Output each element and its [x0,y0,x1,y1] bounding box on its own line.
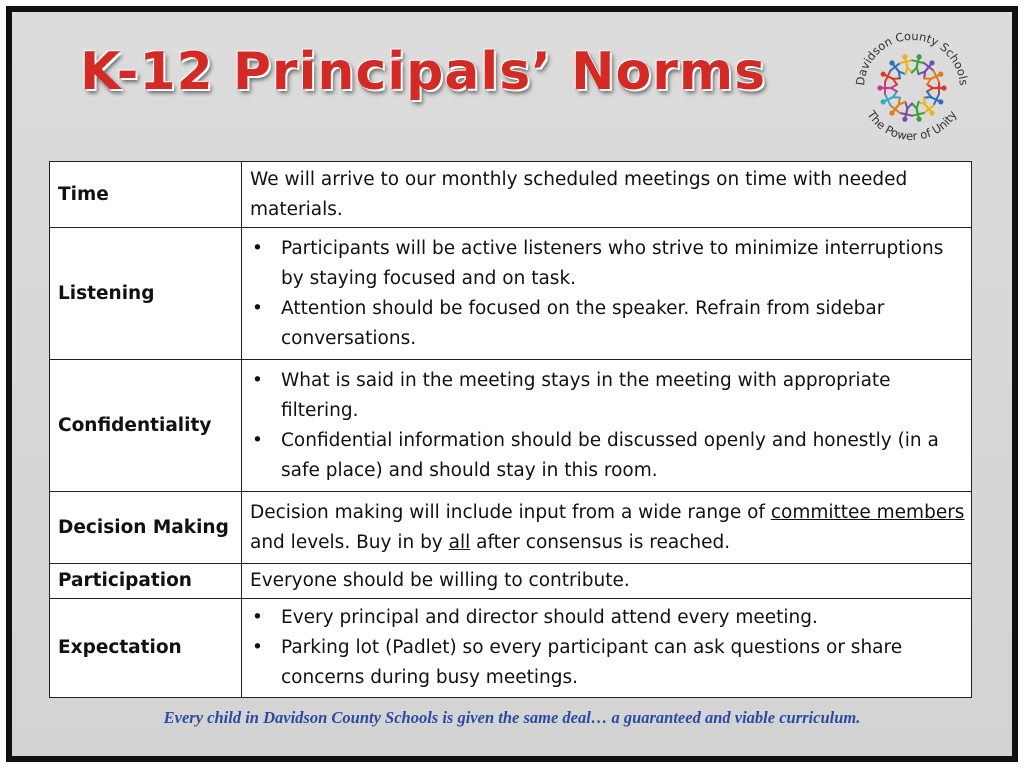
norm-label-participation: Participation [50,564,242,599]
norm-desc-confidentiality [242,360,972,492]
table-row [50,360,972,492]
norm-desc-expectation [242,599,972,698]
list-item: • Attention should be focused on the speaker. Refrain from sidebar conversations. [250,294,967,354]
unity-circle-of-people-icon [877,53,946,123]
slide-title: K-12 Principals’ Norms [80,42,767,102]
list-item: • What is said in the meeting stays in the meeting with appropriate filtering. [250,366,967,426]
norm-desc-listening [242,228,972,360]
logo-top-text: Davidson County Schools [852,28,971,87]
norms-table [49,161,972,698]
list-item: • Every principal and director should attend every meeting. [250,603,967,633]
list-item: • Participants will be active listeners who strive to minimize interruptions by staying focused and on task. [250,234,967,294]
all-text: all [448,531,471,553]
footer-tagline: Every child in Davidson County Schools is given the same deal… a guaranteed and viable curriculum. [163,708,861,727]
table-row [50,228,972,360]
person-figure [877,82,897,94]
list-item: • Parking lot (Padlet) so every participant can ask questions or share concerns during busy meetings. [250,633,967,693]
table-row [50,492,972,564]
norm-label-time: Time [50,162,242,228]
decision-text: Decision making will include input from a wide range of [250,501,771,523]
norm-label-listening: Listening [50,228,242,360]
committee-members-text: committee members [770,501,965,523]
table-row [50,564,972,599]
norm-desc-participation: Everyone should be willing to contribute. [242,564,972,599]
table-row [50,162,972,228]
svg-text:The Power of Unity [864,107,960,143]
district-logo [850,26,974,150]
norm-desc-time: We will arrive to our monthly scheduled meetings on time with needed materials. [242,162,972,228]
norm-desc-decision-making [242,492,972,564]
decision-text: and levels. Buy in by [250,531,449,553]
table-row [50,599,972,698]
svg-text:Davidson County Schools [853,29,971,86]
norm-label-expectation: Expectation [50,599,242,698]
decision-text: after consensus is reached. [470,531,731,553]
logo-bottom-text: The Power of Unity [864,108,960,144]
norm-label-decision-making: Decision Making [50,492,242,564]
list-item: • Confidential information should be discussed openly and honestly (in a safe place) and should stay in this room. [250,426,967,486]
person-figure [927,82,947,94]
norm-label-confidentiality: Confidentiality [50,360,242,492]
